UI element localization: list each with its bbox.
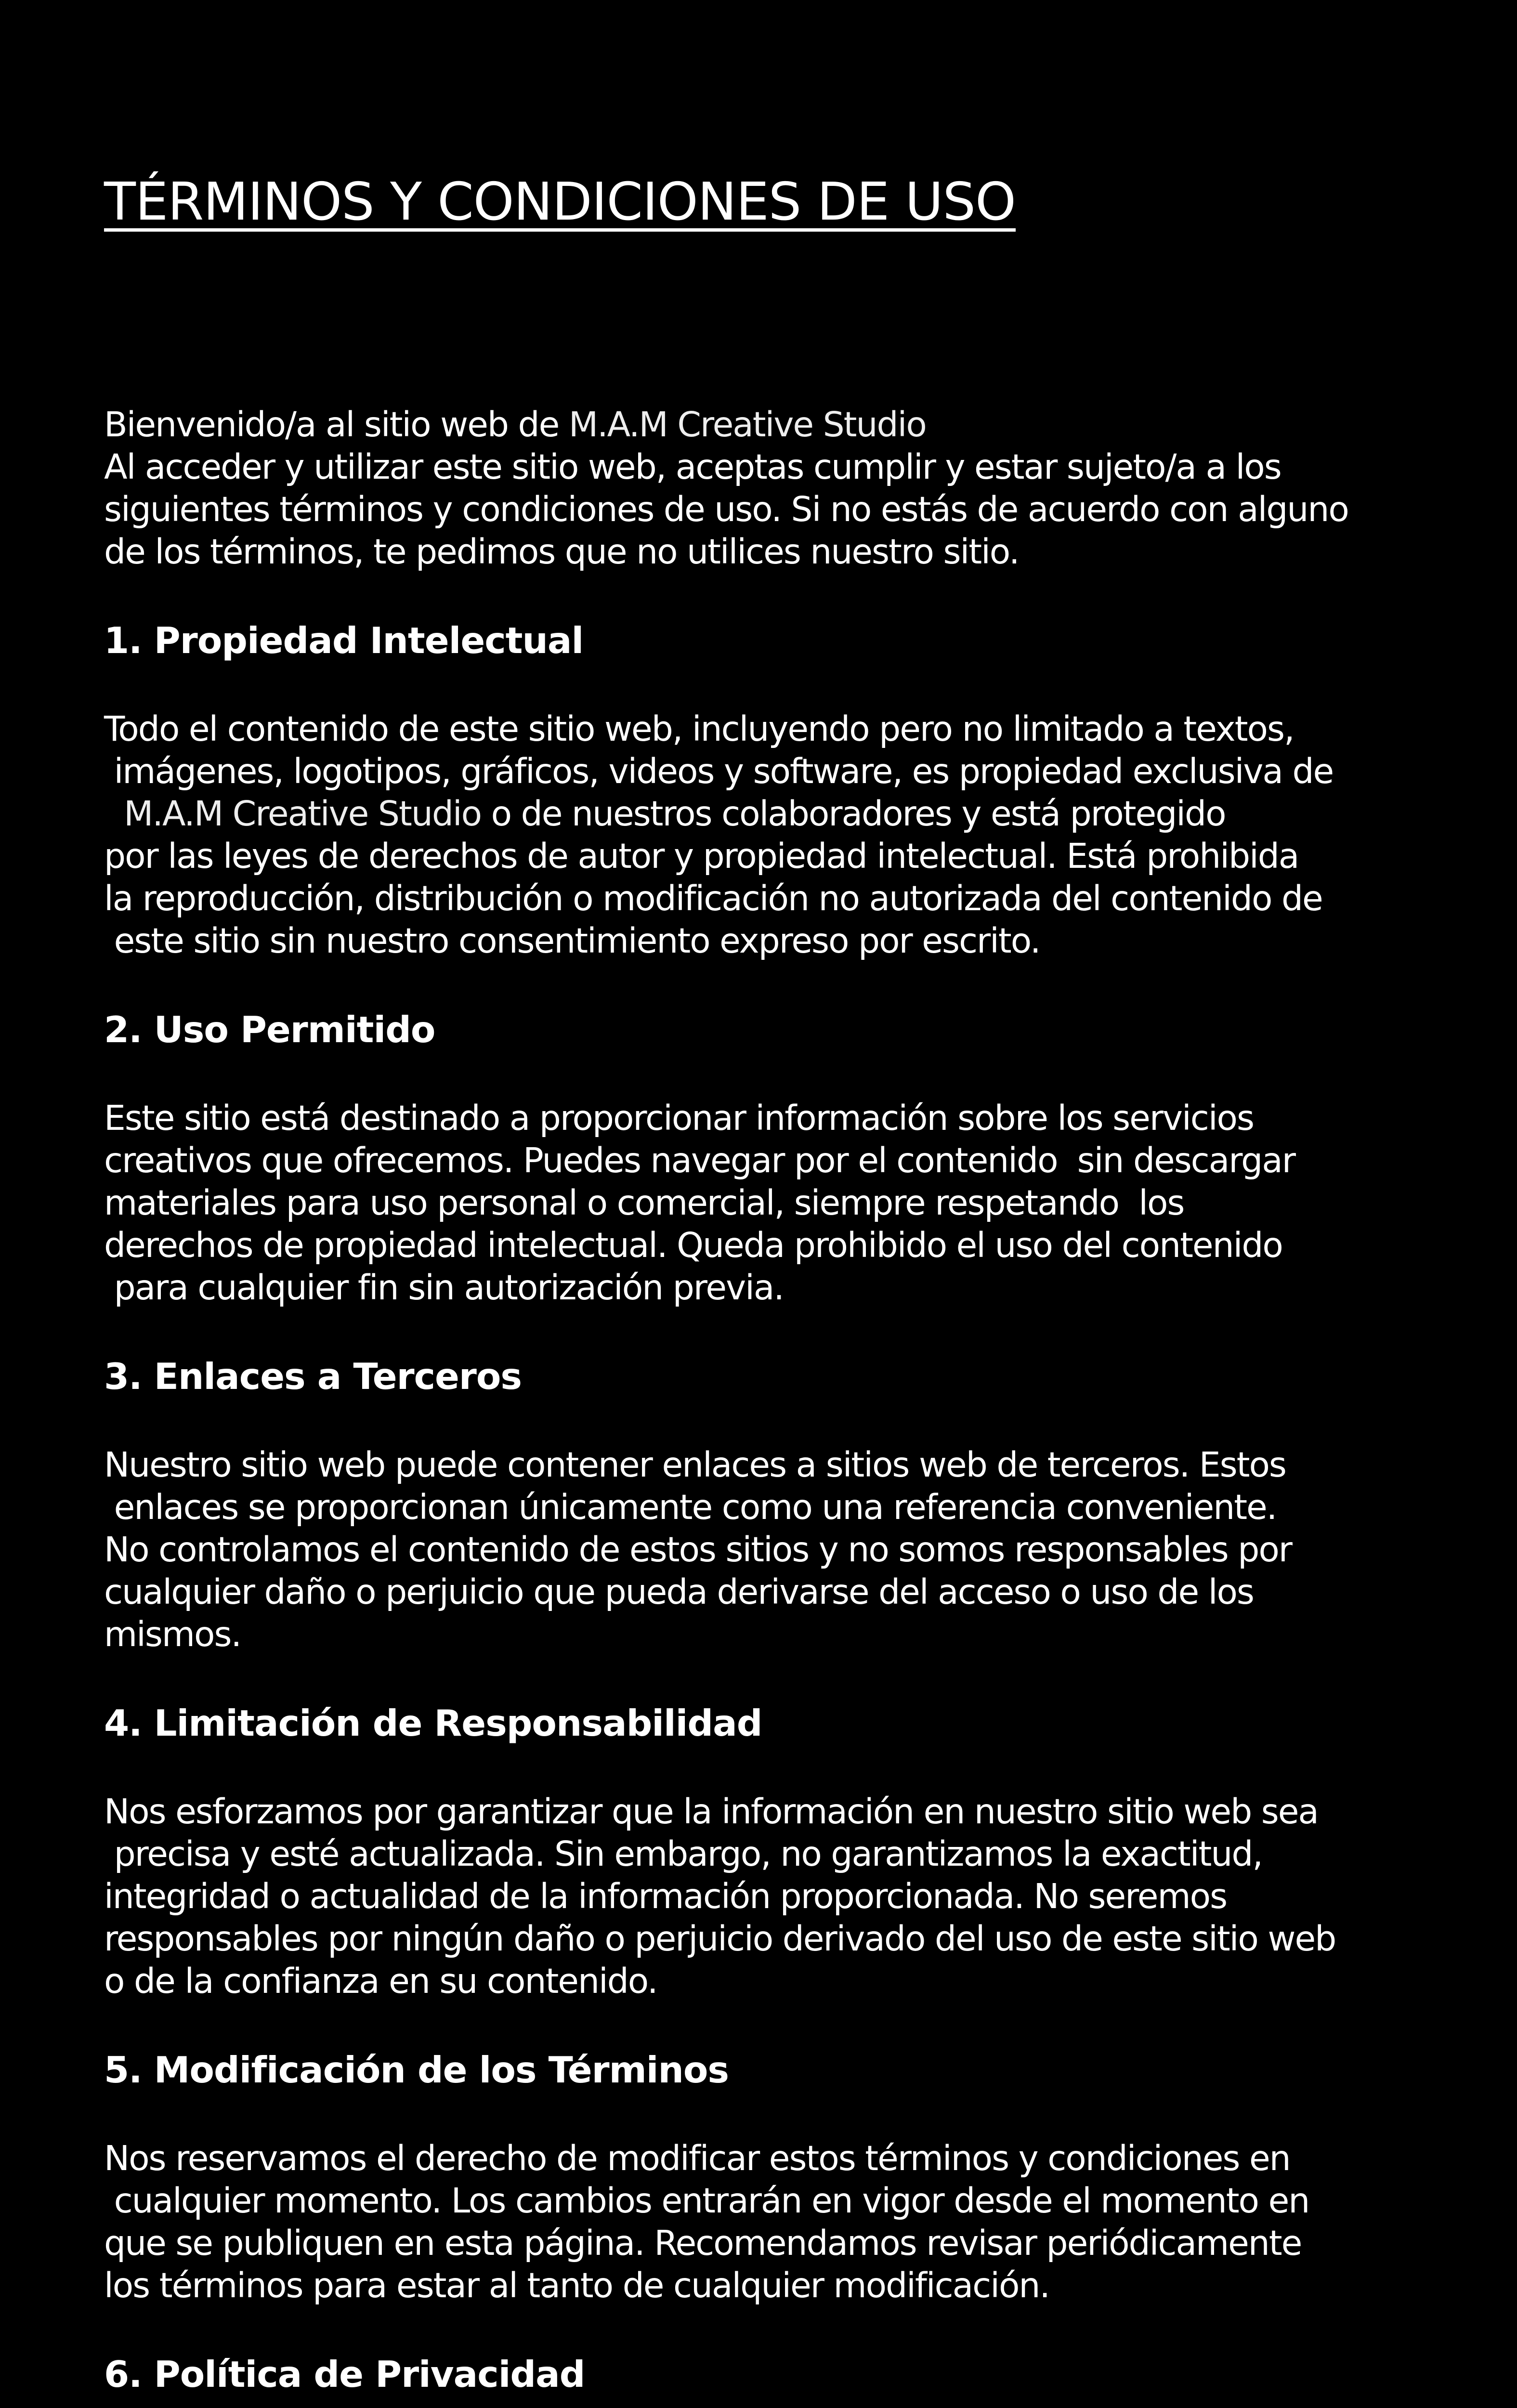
intro-section (104, 404, 1481, 573)
section-line: Nos esforzamos por garantizar que la información en nuestro sitio web sea (104, 1792, 1318, 1832)
section-modification (104, 2046, 1481, 2307)
section-line: derechos de propiedad intelectual. Queda prohibido el uso del contenido (104, 1225, 1282, 1265)
section-line: No controlamos el contenido de estos sitios y no somos responsables por (104, 1530, 1292, 1570)
section-line: imágenes, logotipos, gráficos, videos y software, es propiedad exclusiva de (104, 751, 1334, 791)
section-third-party-links (104, 1352, 1481, 1656)
section-line: los términos para estar al tanto de cualquier modificación. (104, 2265, 1049, 2305)
section-line: la reproducción, distribución o modificación no autorizada del contenido de (104, 878, 1322, 918)
page-title: TÉRMINOS Y CONDICIONES DE USO (104, 172, 1016, 232)
section-permitted-use (104, 1006, 1481, 1309)
section-line: Nos reservamos el derecho de modificar estos términos y condiciones en (104, 2138, 1290, 2178)
section-line: cualquier momento. Los cambios entrarán en vigor desde el momento en (104, 2181, 1309, 2221)
section-line (104, 793, 1481, 835)
intro-line: Al acceder y utilizar este sitio web, aceptas cumplir y estar sujeto/a a los (104, 447, 1281, 487)
intro-line: siguientes términos y condiciones de uso. Si no estás de acuerdo con alguno (104, 489, 1348, 529)
section-heading: 6. Política de Privacidad (104, 2353, 585, 2395)
section-line: integridad o actualidad de la información proporcionada. No seremos (104, 1876, 1227, 1916)
intro-welcome-text: Bienvenido/a al sitio web de (104, 405, 569, 445)
section-line: responsables por ningún daño o perjuicio derivado del uso de este sitio web (104, 1919, 1336, 1959)
section-heading: 3. Enlaces a Terceros (104, 1355, 522, 1398)
section-liability (104, 1699, 1481, 2002)
section-line: o de la confianza en su contenido. (104, 1961, 657, 2001)
brand-name: M.A.M Creative Studio (104, 794, 482, 834)
section-heading: 1. Propiedad Intelectual (104, 619, 584, 662)
intro-line: de los términos, te pedimos que no utilices nuestro sitio. (104, 532, 1019, 572)
section-line: que se publiquen en esta página. Recomendamos revisar periódicamente (104, 2223, 1302, 2263)
section-heading: 5. Modificación de los Términos (104, 2049, 729, 2091)
section-line: Todo el contenido de este sitio web, incluyendo pero no limitado a textos, (104, 709, 1294, 749)
section-line: precisa y esté actualizada. Sin embargo, no garantizamos la exactitud, (104, 1834, 1262, 1874)
section-line: por las leyes de derechos de autor y propiedad intelectual. Está prohibida (104, 836, 1299, 876)
section-line: para cualquier fin sin autorización previa. (104, 1268, 784, 1308)
section-line: mismos. (104, 1614, 241, 1654)
section-line-text: o de nuestros colaboradores y está protegido (481, 794, 1226, 834)
section-line: este sitio sin nuestro consentimiento expreso por escrito. (104, 921, 1040, 961)
section-line: Nuestro sitio web puede contener enlaces a sitios web de terceros. Estos (104, 1445, 1286, 1485)
section-heading: 4. Limitación de Responsabilidad (104, 1702, 762, 1744)
brand-name: M.A.M Creative Studio (568, 405, 926, 445)
section-line: cualquier daño o perjuicio que pueda derivarse del acceso o uso de los (104, 1572, 1254, 1612)
section-line: materiales para uso personal o comercial, siempre respetando los (104, 1183, 1184, 1223)
section-line: Este sitio está destinado a proporcionar información sobre los servicios (104, 1098, 1254, 1138)
intro-line (104, 404, 1481, 446)
section-privacy-policy (104, 2350, 1481, 2408)
section-line: enlaces se proporcionan únicamente como una referencia conveniente. (104, 1487, 1277, 1527)
terms-content (104, 404, 1481, 2408)
section-intellectual-property (104, 616, 1481, 962)
section-line: creativos que ofrecemos. Puedes navegar por el contenido sin descargar (104, 1140, 1295, 1180)
section-heading: 2. Uso Permitido (104, 1008, 435, 1051)
